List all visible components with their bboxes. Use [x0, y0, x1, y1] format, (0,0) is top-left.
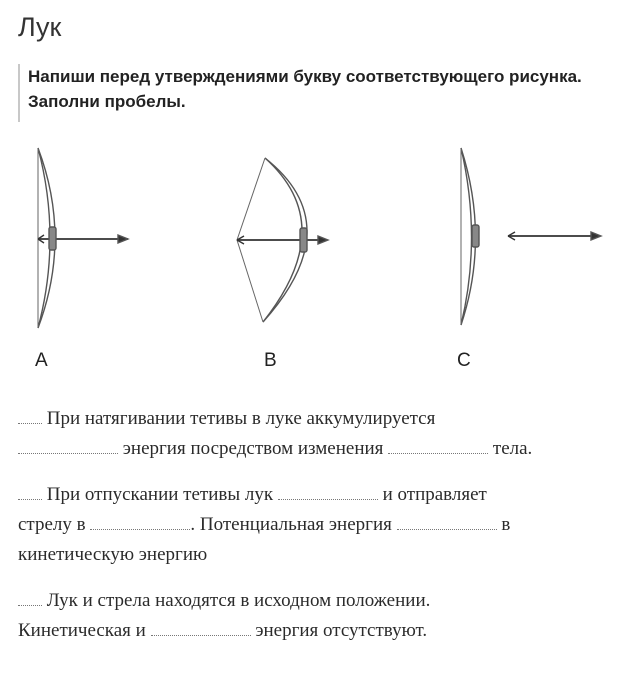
figure-label-a: A	[35, 350, 48, 371]
statement-3-text-b: Кинетическая и	[18, 620, 146, 641]
instruction-text: Напиши перед утверждениями букву соответствующего рисунка. Заполни пробелы.	[28, 67, 582, 111]
statement-1-text-a: При натягивании тетивы в луке аккумулируется	[46, 408, 436, 429]
statement-2-text-e: в	[501, 514, 511, 535]
statement-2-text-c: стрелу в	[18, 514, 86, 535]
statement-1-text-b: энергия посредством изменения	[122, 438, 384, 459]
figure-label-b: B	[264, 350, 277, 371]
bow-illustrations	[0, 140, 643, 380]
statement-2	[18, 480, 618, 570]
statement-2-text-f: кинетическую энергию	[18, 544, 208, 565]
figure-label-c: C	[457, 350, 471, 371]
statement-3	[18, 586, 618, 646]
fill-blank-2b[interactable]	[90, 513, 190, 530]
statement-1-text-c: тела.	[492, 438, 533, 459]
statement-3-text-c: энергия отсутствуют.	[255, 620, 428, 641]
instruction-box	[18, 64, 618, 122]
statement-1	[18, 404, 618, 464]
statement-2-text-b: и отправляет	[382, 484, 487, 505]
answer-blank-1[interactable]	[18, 407, 42, 424]
fill-blank-2c[interactable]	[397, 513, 497, 530]
fill-blank-1b[interactable]	[388, 437, 488, 454]
bow-figures	[0, 140, 643, 380]
bow-c-drawing	[461, 148, 601, 325]
bow-b-drawing	[237, 158, 328, 322]
fill-blank-2a[interactable]	[278, 483, 378, 500]
page-title: Лук	[18, 12, 62, 42]
statement-2-text-a: При отпускании тетивы лук	[46, 484, 274, 505]
statement-3-text-a: Лук и стрела находятся в исходном положении.	[46, 590, 431, 611]
bow-a-drawing	[38, 148, 128, 328]
answer-blank-2[interactable]	[18, 483, 42, 500]
statement-2-text-d: . Потенциальная энергия	[190, 514, 392, 535]
fill-blank-3a[interactable]	[151, 619, 251, 636]
fill-blank-1a[interactable]	[18, 437, 118, 454]
answer-blank-3[interactable]	[18, 589, 42, 606]
